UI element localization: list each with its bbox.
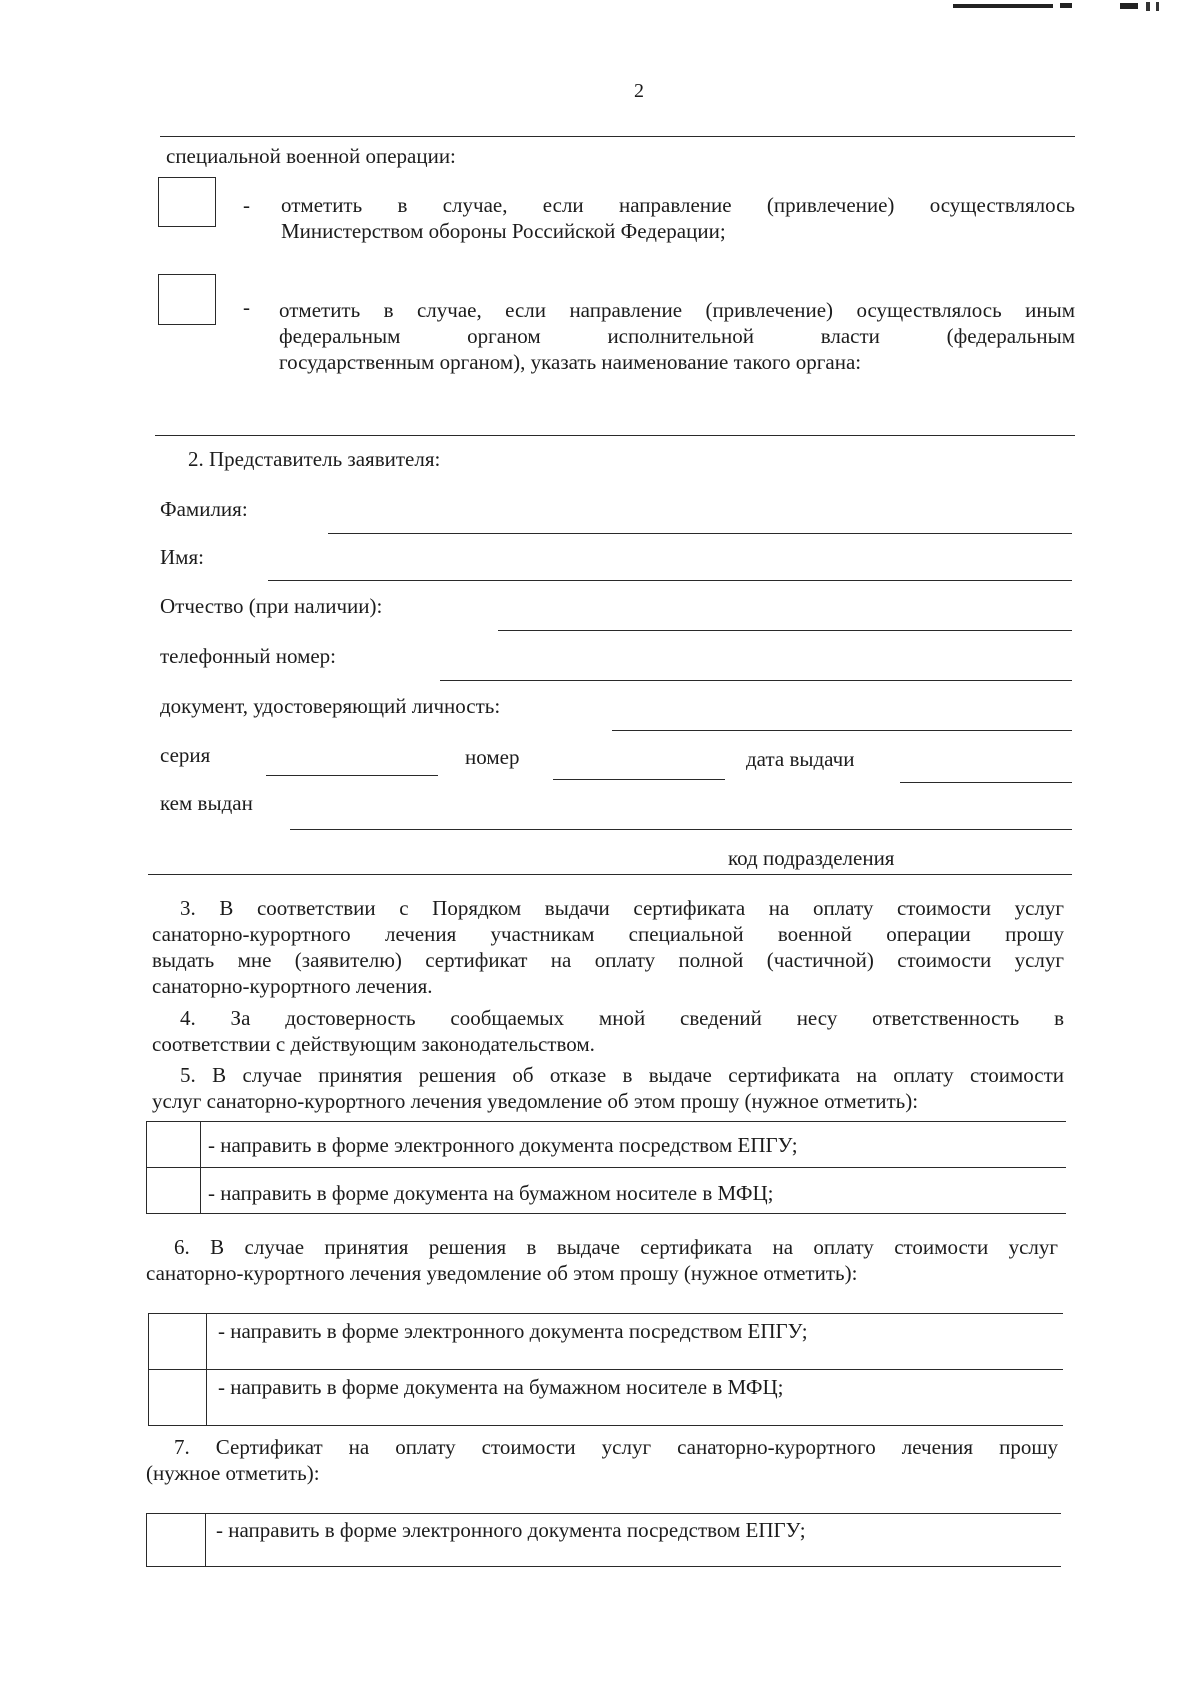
section6-line: 6. В случае принятия решения в выдаче сертификата на оплату стоимости услуг: [174, 1235, 1058, 1259]
section3-line: выдать мне (заявителю) сертификат на оплату полной (частичной) стоимости услуг: [152, 948, 1064, 972]
option-other-line: государственным органом), указать наименование такого органа:: [279, 350, 862, 374]
label-division-code: код подразделения: [728, 846, 895, 870]
label-issued-by: кем выдан: [160, 791, 253, 815]
option-decision-epgu: - направить в форме электронного документа посредством ЕПГУ;: [218, 1319, 808, 1343]
option-certificate-epgu: - направить в форме электронного документа посредством ЕПГУ;: [216, 1518, 806, 1542]
option-other-line: отметить в случае, если направление (привлечение) осуществлялось иным: [279, 298, 1075, 322]
scan-artifact: [1060, 3, 1072, 8]
page-number: 2: [634, 80, 644, 102]
checkbox-refusal-mfc[interactable]: [147, 1168, 199, 1212]
fill-line-number[interactable]: [553, 779, 725, 780]
table6-bottom: [148, 1425, 1063, 1426]
fill-line-patronymic[interactable]: [498, 630, 1072, 631]
option-mo-line: отметить в случае, если направление (привлечение) осуществлялось: [281, 193, 1075, 217]
option-other-line: федеральным органом исполнительной власти (федеральным: [279, 324, 1075, 348]
option-refusal-mfc: - направить в форме документа на бумажном носителе в МФЦ;: [208, 1181, 774, 1205]
fill-line-id-document[interactable]: [612, 730, 1072, 731]
scan-artifact: [1120, 3, 1138, 9]
checkbox-decision-mfc[interactable]: [149, 1370, 205, 1424]
section6-text: [146, 1234, 1058, 1286]
section1-intro: специальной военной операции:: [166, 144, 456, 168]
table5-bottom: [146, 1213, 1066, 1214]
fill-line-division[interactable]: [148, 874, 1072, 875]
checkbox-other[interactable]: [158, 274, 216, 325]
section4-text: [152, 1005, 1064, 1057]
section5-text: [152, 1062, 1064, 1114]
section4-line: 4. За достоверность сообщаемых мной сведений несу ответственность в: [180, 1006, 1064, 1030]
table6-mid: [148, 1369, 1063, 1370]
checkbox-certificate-epgu[interactable]: [147, 1514, 204, 1565]
checkbox-decision-epgu[interactable]: [149, 1314, 205, 1368]
table6-top: [148, 1313, 1063, 1314]
section3-line: 3. В соответствии с Порядком выдачи сертификата на оплату стоимости услуг: [180, 896, 1064, 920]
section2-heading: 2. Представитель заявителя:: [188, 447, 441, 471]
label-number: номер: [465, 745, 520, 769]
section4-line: соответствии с действующим законодательством.: [152, 1032, 595, 1056]
fill-line-issued-by[interactable]: [290, 829, 1072, 830]
table6-divider: [206, 1313, 207, 1425]
table7-bottom: [146, 1566, 1061, 1567]
table7-top: [146, 1513, 1061, 1514]
option-other-text: [279, 297, 1075, 375]
section6-line: санаторно-курортного лечения уведомление об этом прошу (нужное отметить):: [146, 1261, 858, 1285]
checkbox-mo[interactable]: [158, 177, 216, 227]
section3-line: санаторно-курортного лечения участникам специальной военной операции прошу: [152, 922, 1064, 946]
label-patronymic: Отчество (при наличии):: [160, 594, 383, 618]
label-id-document: документ, удостоверяющий личность:: [160, 694, 501, 718]
dash: -: [243, 193, 250, 217]
section7-line: (нужное отметить):: [146, 1461, 320, 1485]
label-surname: Фамилия:: [160, 497, 248, 521]
table5-divider: [200, 1121, 201, 1213]
option-mo-text: [281, 192, 1075, 244]
section5-line: услуг санаторно-курортного лечения уведомление об этом прошу (нужное отметить):: [152, 1089, 919, 1113]
option-decision-mfc: - направить в форме документа на бумажном носителе в МФЦ;: [218, 1375, 784, 1399]
section3-line: санаторно-курортного лечения.: [152, 974, 433, 998]
fill-line-phone[interactable]: [440, 680, 1072, 681]
label-phone: телефонный номер:: [160, 644, 337, 668]
section5-line: 5. В случае принятия решения об отказе в выдаче сертификата на оплату стоимости: [180, 1063, 1064, 1087]
fill-line-authority[interactable]: [155, 435, 1075, 436]
section7-text: [146, 1434, 1058, 1486]
scan-artifact: [953, 4, 1053, 8]
table5-top: [146, 1121, 1066, 1122]
rule: [160, 136, 1075, 137]
section3-text: [152, 895, 1064, 999]
fill-line-series[interactable]: [266, 775, 438, 776]
section7-line: 7. Сертификат на оплату стоимости услуг санаторно-курортного лечения прошу: [174, 1435, 1058, 1459]
table5-mid: [146, 1167, 1066, 1168]
option-refusal-epgu: - направить в форме электронного документа посредством ЕПГУ;: [208, 1133, 798, 1157]
fill-line-surname[interactable]: [328, 533, 1072, 534]
option-mo-line: Министерством обороны Российской Федерации;: [281, 219, 726, 243]
label-series: серия: [160, 743, 211, 767]
checkbox-refusal-epgu[interactable]: [147, 1122, 199, 1166]
scan-artifact: [1146, 2, 1150, 11]
table7-divider: [205, 1513, 206, 1566]
dash: -: [243, 295, 250, 319]
fill-line-issue-date[interactable]: [900, 782, 1072, 783]
fill-line-name[interactable]: [268, 580, 1072, 581]
label-name: Имя:: [160, 545, 204, 569]
scan-artifact: [1156, 2, 1159, 11]
label-issue-date: дата выдачи: [746, 747, 855, 771]
